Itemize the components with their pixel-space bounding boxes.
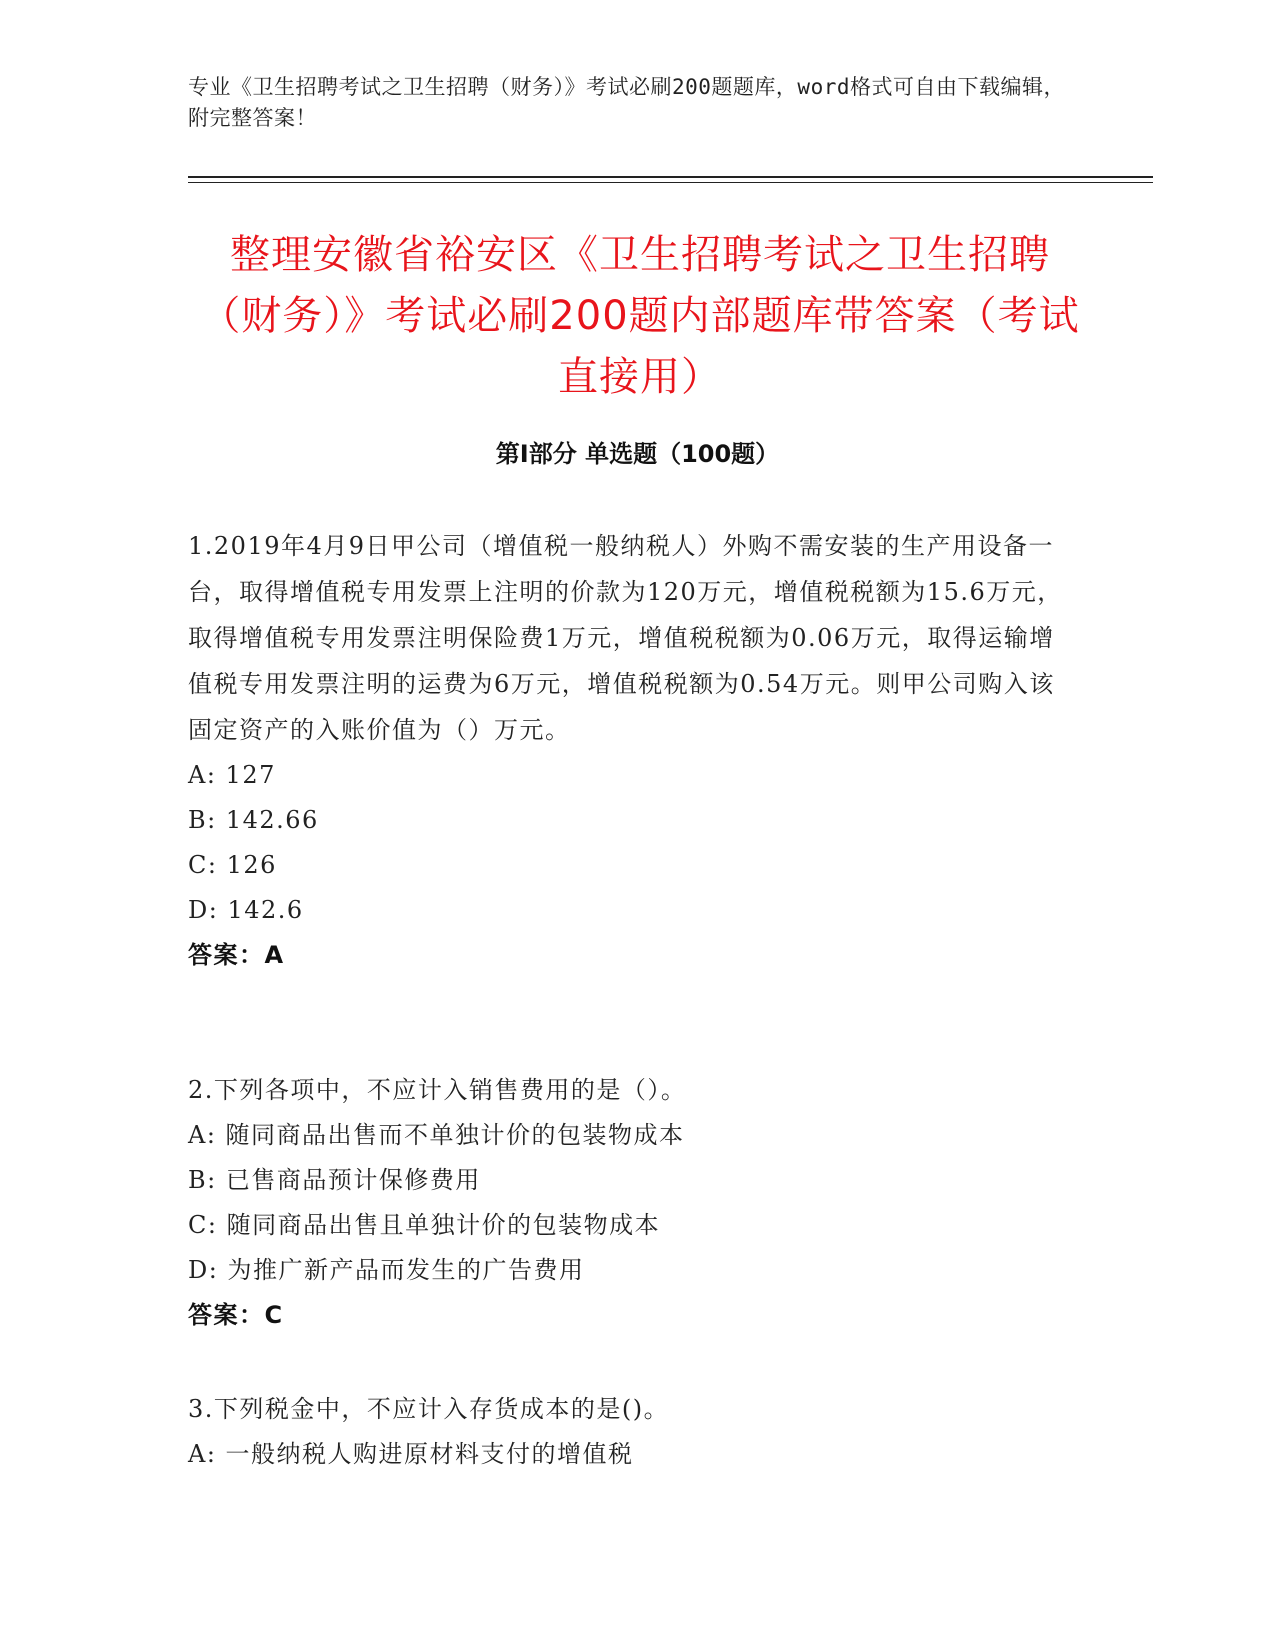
option-b: B: 142.66 <box>188 806 319 834</box>
option-a: A: 127 <box>188 761 276 789</box>
document-intro: 专业《卫生招聘考试之卫生招聘（财务）》考试必刷200题题库，word格式可自由下载编辑，附完整答案！ <box>188 75 1065 130</box>
question-stem: 3.下列税金中，不应计入存货成本的是()。 <box>188 1395 670 1423</box>
option-a: A: 随同商品出售而不单独计价的包装物成本 <box>188 1121 685 1149</box>
option-a: A: 一般纳税人购进原材料支付的增值税 <box>188 1440 634 1468</box>
option-d: D: 为推广新产品而发生的广告费用 <box>188 1256 585 1284</box>
question-2 <box>188 1067 1068 1338</box>
answer: 答案：A <box>188 941 285 969</box>
question-3 <box>188 1386 1068 1477</box>
header-divider-thin <box>188 182 1153 183</box>
question-1 <box>188 523 1068 978</box>
option-c: C: 随同商品出售且单独计价的包装物成本 <box>188 1211 661 1239</box>
part-heading: 第I部分 单选题（100题） <box>495 440 780 468</box>
header-divider <box>188 176 1153 178</box>
option-b: B: 已售商品预计保修费用 <box>188 1166 481 1194</box>
option-c: C: 126 <box>188 851 277 879</box>
document-title: 整理安徽省裕安区《卫生招聘考试之卫生招聘（财务）》考试必刷200题内部题库带答案（考试直接用） <box>200 232 1080 400</box>
option-d: D: 142.6 <box>188 896 304 924</box>
question-stem: 2.下列各项中，不应计入销售费用的是（）。 <box>188 1076 687 1104</box>
question-stem: 1.2019年4月9日甲公司（增值税一般纳税人）外购不需安装的生产用设备一台，取得增值税专用发票上注明的价款为120万元，增值税税额为15.6万元，取得增值税专用发票注明保险费1万元，增值税税额为0.06万元，取得运输增值税专用发票注明的运费为6万元，增值税税额为0.54万元。则甲公司购入该固定资产的入账价值为（）万元。 <box>188 532 1063 744</box>
answer: 答案：C <box>188 1301 284 1329</box>
